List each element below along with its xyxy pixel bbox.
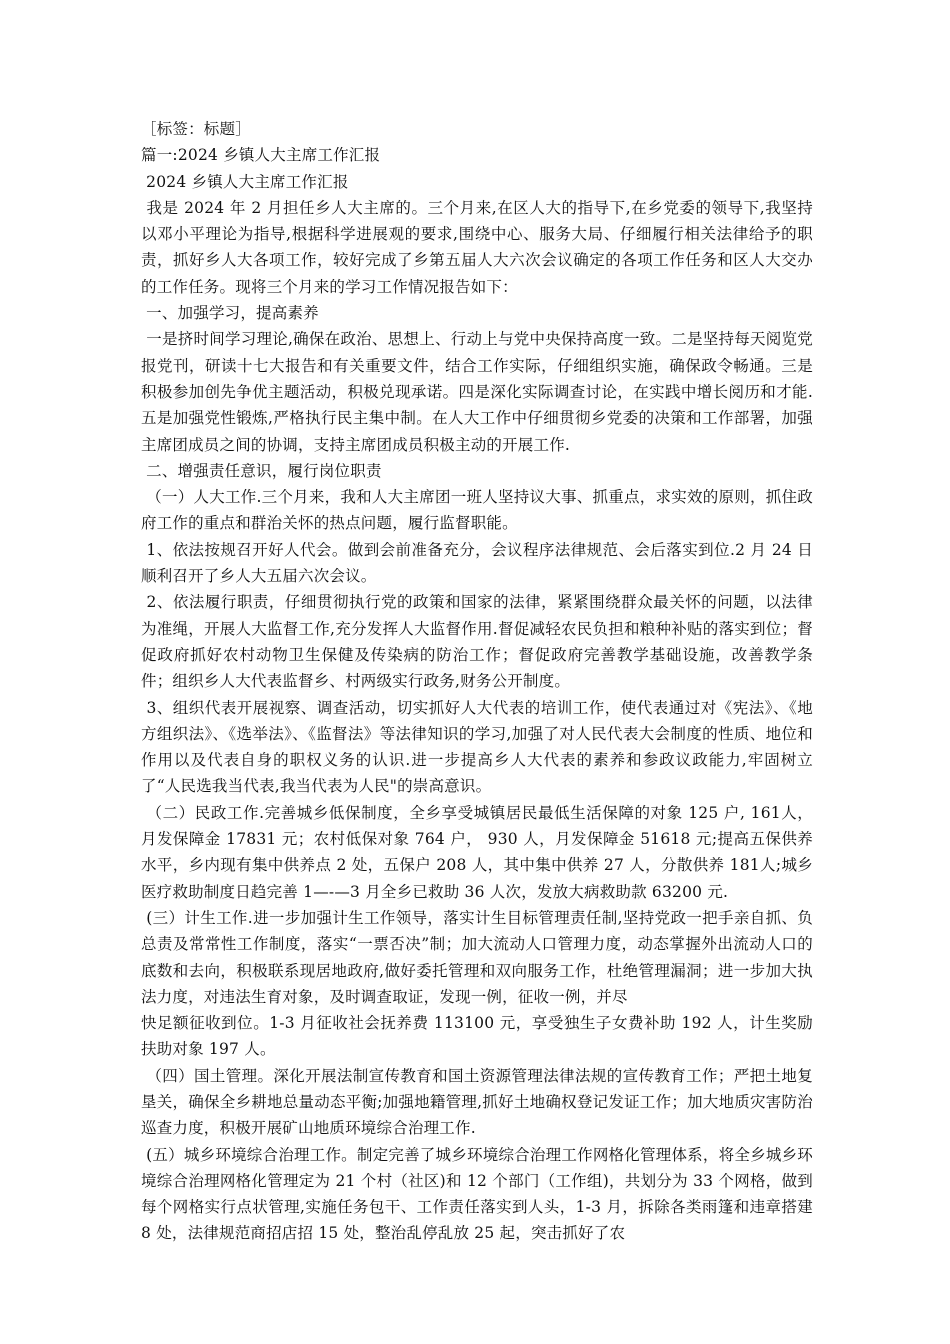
tag-label: ［标签：标题］ [141,120,251,138]
document-body [141,116,819,1247]
land-management-paragraph: （四）国土管理。深化开展法制宣传教育和国土资源管理法律法规的宣传教育工作；严把土地复垦关，确保全乡耕地总量动态平衡;加强地籍管理,抓好土地确权登记发证工作；加大地质灾害防治巡查力度，积极开展矿山地质环境综合治理工作. [141,1066,813,1138]
item-1-paragraph: 1、依法按规召开好人代会。做到会前准备充分，会议程序法律规范、会后落实到位.2 月 24 日顺利召开了乡人大五届六次会议。 [141,540,813,586]
family-planning-continued: 快足额征收到位。1-3 月征收社会抚养费 113100 元，享受独生子女费补助 192 人，计生奖励扶助对象 197 人。 [141,1014,813,1059]
intro-paragraph: 我是 2024 年 2 月担任乡人大主席的。三个月来,在区人大的指导下,在乡党委的领导下,我坚持以邓小平理论为指导,根据科学进展观的要求,围绕中心、服务大局、仔细履行相关法律给予的职责，抓好乡人大各项工作，较好完成了乡第五届人大六次会议确定的各项工作任务和区人大交办的工作任务。现将三个月来的学习工作情况报告如下： [141,198,813,296]
report-title: 2024 乡镇人大主席工作汇报 [141,172,349,191]
item-2-paragraph: 2、依法履行职责，仔细贯彻执行党的政策和国家的法律，紧紧围绕群众最关怀的问题，以法律为准绳，开展人大监督工作,充分发挥人大监督作用.督促减轻农民负担和粮种补贴的落实到位；督促政府抓好农村动物卫生保健及传染病的防治工作；督促政府完善教学基础设施，改善教学条件；组织乡人大代表监督乡、村两级实行政务,财务公开制度。 [141,593,813,691]
article-heading: 篇一:2024 乡镇人大主席工作汇报 [141,146,381,165]
environment-paragraph: (五）城乡环境综合治理工作。制定完善了城乡环境综合治理工作网格化管理体系，将全乡城乡环境综合治理网格化管理定为 21 个村（社区)和 12 个部门（工作组)，共划分为 33 个网格，做到每个网格实行点状管理,实施任务包干、工作责任落实到人头，1-3 月，拆除各类雨篷和违章搭建 8 处，法律规范商招店招 15 处，整治乱停乱放 25 起，突击抓好了农 [141,1145,819,1243]
npc-work-paragraph: （一）人大工作.三个月来，我和人大主席团一班人坚持议大事、抓重点，求实效的原则，抓住政府工作的重点和群治关怀的热点问题，履行监督职能。 [141,488,813,533]
section-heading-1: 一、加强学习，提高素养 [141,304,319,323]
item-3-paragraph: 3、组织代表开展视察、调查活动，切实抓好人大代表的培训工作，使代表通过对《宪法》、《地方组织法》、《选举法》、《监督法》等法律知识的学习,加强了对人民代表大会制度的性质、地位和作用以及代表自身的职权义务的认识.进一步提高乡人大代表的素养和参政议政能力,牢固树立了“人民选我当代表,我当代表为人民"的崇高意识。 [141,698,813,796]
civil-affairs-paragraph: （二）民政工作.完善城乡低保制度，全乡享受城镇居民最低生活保障的对象 125 户, 161人，月发保障金 17831 元；农村低保对象 764 户， 930 人，月发保障金 51618 元;提高五保供养水平，乡内现有集中供养点 2 处，五保户 208 人，其中集中供养 27 人，分散供养 181人;城乡医疗救助制度日趋完善 1—-—3 月全乡已救助 36 人次，发放大病救助款 63200 元. [141,803,813,901]
section-heading-2: 二、增强责任意识，履行岗位职责 [141,461,382,480]
study-paragraph: 一是挤时间学习理论,确保在政治、思想上、行动上与党中央保持高度一致。二是坚持每天阅览党报党刊，研读十七大报告和有关重要文件，结合工作实际，仔细组织实施，确保政令畅通。三是积极参加创先争优主题活动，积极兑现承诺。四是深化实际调查讨论，在实践中增长阅历和才能.五是加强党性锻炼,严格执行民主集中制。在人大工作中仔细贯彻乡党委的决策和工作部署，加强主席团成员之间的协调，支持主席团成员积极主动的开展工作. [141,330,813,454]
family-planning-paragraph: (三）计生工作.进一步加强计生工作领导，落实计生目标管理责任制,坚持党政一把手亲自抓、负总责及常常性工作制度，落实“一票否决”制；加大流动人口管理力度，动态掌握外出流动人口的底数和去向，积极联系现居地政府,做好委托管理和双向服务工作，杜绝管理漏洞；进一步加大执法力度，对违法生育对象，及时调查取证，发现一例，征收一例，并尽 [141,908,813,1006]
